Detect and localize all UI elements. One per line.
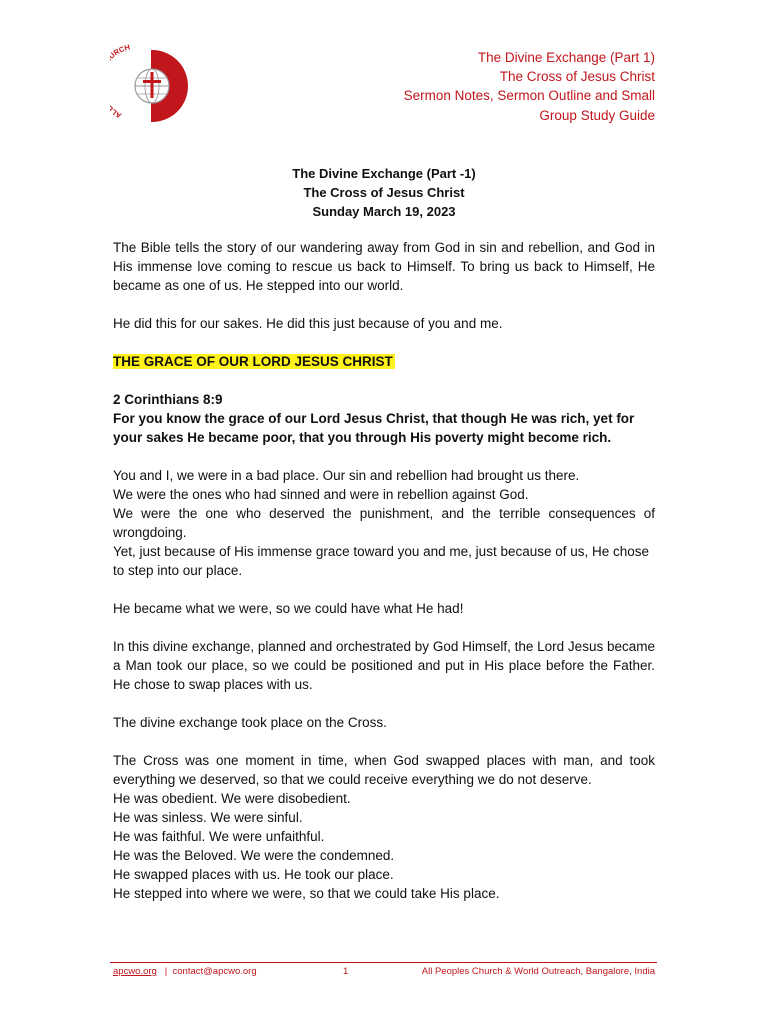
verse-text: For you know the grace of our Lord Jesus Christ, that though He was rich, yet for your sakes He became poor, that you through His poverty might become rich. xyxy=(113,411,635,445)
footer-org: All Peoples Church & World Outreach, Bangalore, India xyxy=(421,966,655,977)
paragraph: In this divine exchange, planned and orchestrated by God Himself, the Lord Jesus became a Man took our place, so we could be positioned and put in His place before the Father. He chose to swap places with us. xyxy=(113,639,655,692)
header-line: Group Study Guide xyxy=(539,107,655,123)
sermon-body xyxy=(113,238,655,903)
footer-separator: | xyxy=(164,966,168,977)
sermon-title xyxy=(0,164,768,221)
title-line: The Divine Exchange (Part -1) xyxy=(292,166,476,181)
paragraph-line: You and I, we were in a bad place. Our sin and rebellion had brought us there. xyxy=(113,468,580,483)
paragraph-line: He was obedient. We were disobedient. xyxy=(113,791,351,806)
paragraph-line: He stepped into where we were, so that we could take His place. xyxy=(113,886,500,901)
church-logo xyxy=(110,44,192,128)
header-line: The Cross of Jesus Christ xyxy=(499,69,655,85)
paragraph-line: We were the one who deserved the punishment, and the terrible consequences of wrongdoing. xyxy=(113,506,655,540)
church-logo-icon xyxy=(110,44,192,128)
paragraph-line: He swapped places with us. He took our place. xyxy=(113,867,394,882)
logo-text: AL RCH xyxy=(110,44,131,121)
svg-text:ALL PEOPLES CHURCH xyxy=(110,44,131,120)
paragraph: The Bible tells the story of our wandering away from God in sin and rebellion, and God in His immense love coming to rescue us back to Himself. To bring us back to Himself, He became as one of us. He stepped into our world. xyxy=(113,240,655,293)
paragraph-line: He was the Beloved. We were the condemned. xyxy=(113,848,395,863)
verse-reference: 2 Corinthians 8:9 xyxy=(113,392,223,407)
email-link[interactable]: contact@apcwo.org xyxy=(172,966,257,977)
footer-contact xyxy=(113,966,257,977)
website-link[interactable]: apcwo.org xyxy=(113,966,157,977)
paragraph: He became what we were, so we could have what He had! xyxy=(113,601,464,616)
paragraph: He did this for our sakes. He did this just because of you and me. xyxy=(113,316,503,331)
paragraph-line: The Cross was one moment in time, when God swapped places with man, and took everything we deserved, so that we could receive everything we do not deserve. xyxy=(113,753,655,787)
paragraph-line: We were the ones who had sinned and were in rebellion against God. xyxy=(113,487,529,502)
page-number: 1 xyxy=(343,966,349,977)
paragraph: The divine exchange took place on the Cross. xyxy=(113,715,387,730)
paragraph-line: He was faithful. We were unfaithful. xyxy=(113,829,325,844)
section-heading: THE GRACE OF OUR LORD JESUS CHRIST xyxy=(113,354,393,369)
subtitle-line: The Cross of Jesus Christ xyxy=(303,185,465,200)
paragraph-line: Yet, just because of His immense grace toward you and me, just because of us, He chose to step into our place. xyxy=(113,544,650,578)
date-line: Sunday March 19, 2023 xyxy=(312,204,456,219)
document-header xyxy=(404,48,655,125)
header-line: Sermon Notes, Sermon Outline and Small xyxy=(403,88,655,104)
header-line: The Divine Exchange (Part 1) xyxy=(477,50,655,65)
paragraph-line: He was sinless. We were sinful. xyxy=(113,810,303,825)
footer-divider xyxy=(110,962,657,963)
